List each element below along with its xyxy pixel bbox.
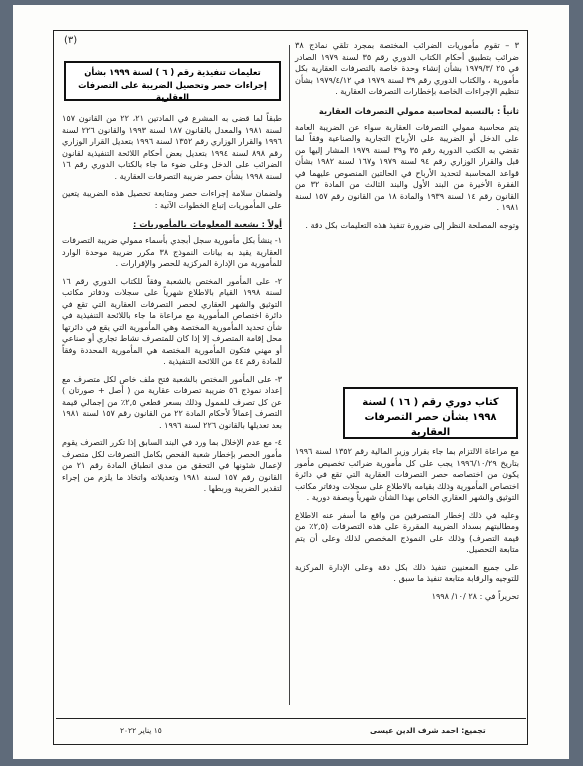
paragraph: وعليه في ذلك إخطار المتصرفين من واقع ما أسفر عنه الاطلاع ومطالبتهم بسداد الضريبة المقررة على هذه التصرفات (٢,٥٪ من قيمة التصرف) وذلك على النموذج المخصص لذلك وعلى أن يتم متابعة التحصيل.: [295, 509, 519, 554]
footer-date: ١٥ يناير ٢٠٢٢: [120, 726, 162, 735]
paragraph: ٣ – تقوم مأموريات الضرائب المختصة بمجرد تلقي نماذج ٣٨ ضرائب بتطبيق أحكام الكتاب الدوري رقم ٣٥ لسنة ١٩٧٩ الصادر في ٢٥ /١٩٧٩/٣ بشأن إنشاء وحدة خاصة بالتصرفات العقارية بكل مأمورية ، والكتاب الدوري رقم ٣٩ لسنة ١٩٧٩ في ١٩٧٩/٤/١٢ بشأن تنظيم الإجراءات الخاصة بإخطارات التصرفات العقارية .: [295, 40, 519, 96]
issue-date: تحريراً في : ٢٨ /١٠/ ١٩٩٨: [431, 590, 519, 601]
list-item: ٣- على المأمور المختص بالشعبة فتح ملف خاص لكل متصرف مع إعداد نموذج ٥٦ ضريبة تصرفات عقارية من ( أصل + صورتان ) عن كل تصرف للممول وذلك بسعر قطعي ٢,٥٪ من إجمالي قيمة التصرف إعمالاً لأحكام المادة ٢٢ من القانون رقم ١٥٧ لسنة ١٩٨١ بعد تعديلها بالقانون ٢٢٦ لسنة ١٩٩٦ .: [62, 373, 282, 430]
paragraph: ولضمان سلامة إجراءات حصر ومتابعة تحصيل هذه الضريبة يتعين على المأموريات إتباع الخطوات الآتية :: [62, 188, 282, 210]
paragraph: وتوجه المصلحة النظر إلى ضرورة تنفيذ هذه التعليمات بكل دقة .: [305, 219, 519, 230]
column-divider: [289, 45, 290, 705]
paragraph: مع مراعاة الالتزام بما جاء بقرار وزير المالية رقم ١٣٥٢ لسنة ١٩٩٦ بتاريخ ١٩٩٦/١٠/٢٩ يجب على كل مأمورية ضرائب تخصيص مأمور يكون من اختصاصه حصر التصرفات العقارية التي تقع في دائرة اختصاص المأمورية وذلك بقيامه بالاطلاع على سجلات ودفاتر مكاتب التوثيق والشهر العقاري الخاص بهذا الشأن شهرياً وبصفة دورية .: [295, 446, 519, 502]
instructions-title-box: تعليمات تنفيذية رقم ( ٦ ) لسنة ١٩٩٩ بشأن إجراءات حصر وتحصيل الضريبة على التصرفات العقارية: [64, 61, 281, 101]
footer-compiler: تجميع: احمد شرف الدين عيسى: [370, 726, 486, 735]
paragraph: على جميع المعنيين تنفيذ ذلك بكل دقة وعلى الإدارة المركزية للتوجيه والرقابة متابعة تنفيذ ما سبق .: [295, 561, 519, 583]
list-item: ١- ينشأ بكل مأمورية سجل أبجدي بأسماء ممولي ضريبة التصرفات العقارية يقيد به بيانات النموذج ٣٨ مكرر ضريبة موحدة الوارد للمأمورية من الإدارة المركزية للحصر والإقرارات .: [62, 235, 282, 268]
right-column-lower: [295, 446, 519, 608]
list-item: ٤- مع عدم الإخلال بما ورد في البند السابق إذا تكرر التصرف يقوم مأمور الحصر بإخطار شعبة الفحص بكامل التصرفات لكل متصرف لإعمال شئونها في التحقق من مدى انطباق المادة رقم ٢١ من القانون رقم ١٥٧ لسنة ١٩٨١ وتعديلاته واتخاذ ما يلزم من إجراء لتقدير الضريبة وربطها .: [62, 437, 282, 493]
footer-rule: [56, 718, 526, 719]
page-number: (٣): [64, 35, 78, 46]
list-item: ٢- على المأمور المختص بالشعبة وفقاً للكتاب الدوري رقم ١٦ لسنة ١٩٩٨ القيام بالاطلاع شهرياً على سجلات ودفاتر مكاتب التوثيق والشهر العقاري لحصر التصرفات العقارية التي تقع في دائرة اختصاص المأمورية مع مراعاة ما جاء باللائحة التنفيذية في شأن تحديد المأمورية المختصة وهي المأمورية التي يقع في دائرتها محل إقامة المتصرف إلا إذا كان للمتصرف نشاط تجاري أو صناعي أو مهني فتكون المأمورية المختصة هي المأمورية المحددة وفقاً للمادة رقم ٤٤ من اللائحة التنفيذية .: [62, 275, 283, 366]
left-column: [62, 113, 282, 501]
paragraph: طبقاً لما قضى به المشرع في المادتين ٢١، ٢٢ من القانون ١٥٧ لسنة ١٩٨١ والمعدل بالقانون ١٨٧ لسنة ١٩٩٣ والقانون ٢٢٦ لسنة ١٩٩٦ والقرار الوزاري رقم ١٣٥٢ لسنة ١٩٩٦ بتعديل القرار الوزاري رقم ٨٩٨ لسنة ١٩٩٤ بتعديل بعض أحكام اللائحة التنفيذية لقانون الضرائب على الدخل وعلى ضوء ما جاء بالكتاب الدوري رقم ١٦ لسنة ١٩٩٨ بشأن حصر ضريبة التصرفات العقارية .: [62, 113, 282, 181]
paragraph: يتم محاسبة ممولي التصرفات العقارية سواء عن الضريبة العامة على الدخل أو الضريبة على الأرباح التجارية والصناعية وفقاً لما تقضي به الكتب الدورية رقم ٣٥ و٣٩ لسنة ١٩٧٩ المشار إليها من قبل والقرار الوزاري رقم ٩٤ لسنة ١٩٧٩ و١٦٧ لسنة ١٩٨٢ بشأن قواعد المحاسبة لتحديد الأرباح في الحالتين المنصوص عليهما في الفقرة الأخيرة من البند الأول والبند الثالث من المادة ٣٢ من القانون رقم ١٤ لسنة ١٩٣٩ والمادة ١٨ من القانون رقم ١٥٧ لسنة ١٩٨١ .: [295, 121, 519, 212]
right-column: [295, 40, 519, 237]
section-heading: أولاً : بشعبة المعلومات بالمأموريات :: [132, 219, 282, 229]
section-heading: ثانياً : بالنسبة لمحاسبة ممولي التصرفات العقارية: [318, 105, 519, 116]
circular-title-box: كتاب دوري رقم ( ١٦ ) لسنة ١٩٩٨ بشأن حصر التصرفات العقارية: [343, 387, 518, 439]
